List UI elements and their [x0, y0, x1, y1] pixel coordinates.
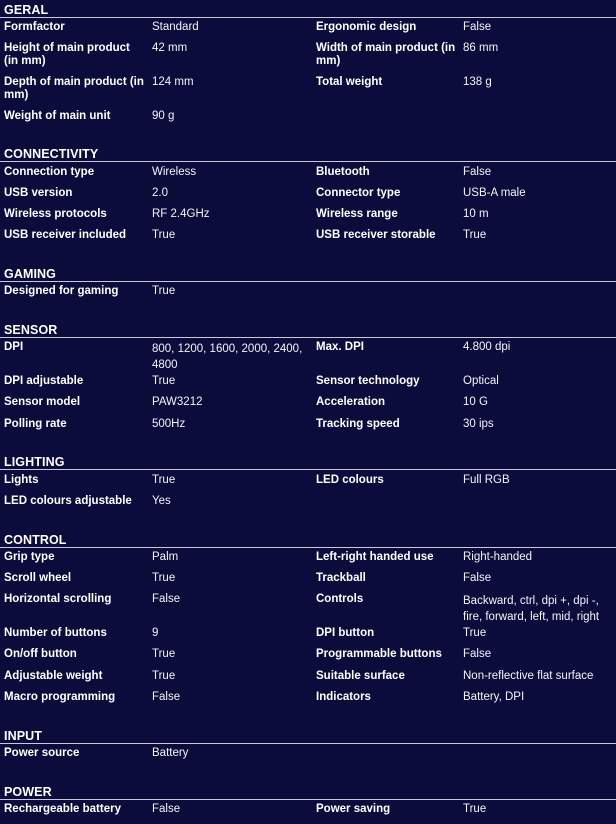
- spec-value: True: [152, 572, 176, 584]
- spec-label: Formfactor: [4, 21, 65, 33]
- spec-value: 30 ips: [463, 418, 494, 430]
- section-title: SENSOR: [4, 323, 58, 337]
- spec-label: USB receiver storable: [316, 229, 436, 241]
- spec-value: Optical: [463, 375, 499, 387]
- spec-value: USB-A male: [463, 187, 526, 199]
- spec-label: Tracking speed: [316, 418, 400, 430]
- spec-value: 800, 1200, 1600, 2000, 2400, 4800: [152, 343, 303, 371]
- spec-label: Number of buttons: [4, 627, 107, 639]
- spec-label: Acceleration: [316, 396, 386, 408]
- section-title: POWER: [4, 785, 52, 799]
- spec-label: Connection type: [4, 166, 95, 178]
- spec-value: True: [152, 648, 176, 660]
- spec-value: True: [152, 229, 176, 241]
- spec-value: 10 G: [463, 396, 488, 408]
- spec-value: Non-reflective flat surface: [463, 670, 594, 682]
- spec-label: Sensor technology: [316, 375, 420, 387]
- section-title: GAMING: [4, 267, 56, 281]
- spec-label: Depth of main product (in mm): [4, 76, 144, 101]
- spec-label: On/off button: [4, 648, 77, 660]
- spec-value: Battery, DPI: [463, 691, 525, 703]
- spec-label: Rechargeable battery: [4, 803, 121, 815]
- spec-value: True: [463, 627, 487, 639]
- spec-label: Sensor model: [4, 396, 81, 408]
- spec-label: Suitable surface: [316, 670, 405, 682]
- spec-label: Polling rate: [4, 418, 67, 430]
- spec-label: Weight of main unit: [4, 110, 111, 122]
- section-divider: [0, 799, 616, 800]
- spec-value: 9: [152, 627, 159, 639]
- spec-value: Palm: [152, 551, 179, 563]
- spec-value: False: [152, 803, 181, 815]
- spec-label: Scroll wheel: [4, 572, 72, 584]
- spec-label: Grip type: [4, 551, 55, 563]
- spec-label: Ergonomic design: [316, 21, 417, 33]
- spec-label: DPI adjustable: [4, 375, 84, 387]
- section-divider: [0, 547, 616, 548]
- spec-value: 90 g: [152, 110, 175, 122]
- spec-value: False: [463, 21, 492, 33]
- spec-label: Height of main product (in mm): [4, 42, 130, 67]
- spec-label: Wireless range: [316, 208, 398, 220]
- spec-value: 2.0: [152, 187, 168, 199]
- spec-label: Left-right handed use: [316, 551, 434, 563]
- spec-label: Macro programming: [4, 691, 116, 703]
- spec-value: RF 2.4GHz: [152, 208, 210, 220]
- spec-value: Right-handed: [463, 551, 533, 563]
- section-title: LIGHTING: [4, 455, 65, 469]
- spec-label: Max. DPI: [316, 341, 364, 353]
- spec-value: False: [152, 691, 181, 703]
- spec-label: Indicators: [316, 691, 371, 703]
- section-divider: [0, 743, 616, 744]
- spec-value: True: [463, 229, 487, 241]
- spec-value: False: [463, 572, 492, 584]
- spec-value: False: [152, 593, 181, 605]
- spec-value: Backward, ctrl, dpi +, dpi -, fire, forward, left, mid, right: [463, 595, 600, 623]
- spec-label: Trackball: [316, 572, 366, 584]
- spec-label: Width of main product (in mm): [316, 42, 456, 67]
- spec-label: Power saving: [316, 803, 391, 815]
- spec-value: 124 mm: [152, 76, 194, 88]
- spec-value: 500Hz: [152, 418, 186, 430]
- section-title: CONTROL: [4, 533, 67, 547]
- section-title: CONNECTIVITY: [4, 147, 99, 161]
- spec-value: 10 m: [463, 208, 489, 220]
- spec-label: USB receiver included: [4, 229, 127, 241]
- spec-label: Wireless protocols: [4, 208, 107, 220]
- section-divider: [0, 161, 616, 162]
- spec-label: Horizontal scrolling: [4, 593, 112, 605]
- spec-value: Standard: [152, 21, 199, 33]
- spec-value: Full RGB: [463, 474, 510, 486]
- spec-label: Lights: [4, 474, 39, 486]
- spec-label: LED colours adjustable: [4, 495, 132, 507]
- spec-value: Yes: [152, 495, 171, 507]
- spec-label: Adjustable weight: [4, 670, 103, 682]
- spec-value: 138 g: [463, 76, 492, 88]
- spec-label: USB version: [4, 187, 73, 199]
- spec-value: True: [152, 285, 176, 297]
- spec-label: Programmable buttons: [316, 648, 442, 660]
- spec-label: DPI button: [316, 627, 375, 639]
- section-divider: [0, 17, 616, 18]
- spec-value: 86 mm: [463, 42, 499, 54]
- spec-value: False: [463, 166, 492, 178]
- spec-value: Wireless: [152, 166, 197, 178]
- spec-label: Power source: [4, 747, 80, 759]
- spec-label: Bluetooth: [316, 166, 370, 178]
- spec-value: PAW3212: [152, 396, 203, 408]
- spec-value: Battery: [152, 747, 189, 759]
- spec-value: True: [152, 474, 176, 486]
- spec-label: DPI: [4, 341, 24, 353]
- section-divider: [0, 337, 616, 338]
- spec-value: True: [152, 375, 176, 387]
- spec-value: 42 mm: [152, 42, 188, 54]
- section-title: INPUT: [4, 729, 42, 743]
- spec-value: True: [152, 670, 176, 682]
- spec-value: 4.800 dpi: [463, 341, 511, 353]
- spec-label: Total weight: [316, 76, 383, 88]
- spec-label: Controls: [316, 593, 364, 605]
- spec-value: True: [463, 803, 487, 815]
- section-divider: [0, 469, 616, 470]
- spec-label: Connector type: [316, 187, 401, 199]
- spec-label: Designed for gaming: [4, 285, 119, 297]
- section-title: GERAL: [4, 3, 49, 17]
- spec-value: False: [463, 648, 492, 660]
- section-divider: [0, 281, 616, 282]
- spec-label: LED colours: [316, 474, 384, 486]
